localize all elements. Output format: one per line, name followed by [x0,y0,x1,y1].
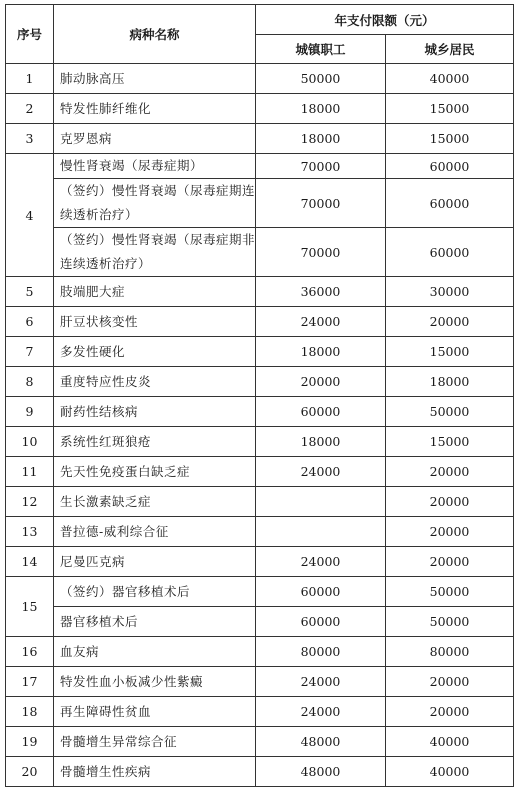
cell-seq: 6 [6,307,54,337]
cell-urban-workers: 50000 [256,64,386,94]
cell-seq: 9 [6,397,54,427]
cell-seq: 4 [6,154,54,277]
cell-rural-residents: 15000 [386,94,514,124]
cell-urban-workers [256,487,386,517]
cell-seq: 12 [6,487,54,517]
cell-rural-residents: 15000 [386,337,514,367]
cell-urban-workers: 60000 [256,577,386,607]
cell-rural-residents: 40000 [386,64,514,94]
cell-seq: 2 [6,94,54,124]
table-row [6,637,514,667]
cell-disease-name: 尼曼匹克病 [54,547,256,577]
cell-seq: 19 [6,727,54,757]
table-row [6,179,514,228]
cell-seq: 3 [6,124,54,154]
cell-disease-name: 特发性血小板减少性紫癜 [54,667,256,697]
cell-rural-residents: 15000 [386,427,514,457]
cell-rural-residents: 60000 [386,179,514,228]
cell-disease-name: 肺动脉高压 [54,64,256,94]
cell-seq: 13 [6,517,54,547]
col-header-rural-residents: 城乡居民 [386,35,514,64]
cell-disease-name: （签约）器官移植术后 [54,577,256,607]
table-row [6,757,514,787]
cell-rural-residents: 50000 [386,577,514,607]
cell-urban-workers: 70000 [256,228,386,277]
table-row [6,154,514,179]
table-row [6,517,514,547]
cell-seq: 14 [6,547,54,577]
cell-disease-name: 骨髓增生性疾病 [54,757,256,787]
cell-rural-residents: 40000 [386,727,514,757]
cell-urban-workers: 24000 [256,547,386,577]
cell-disease-name: 系统性红斑狼疮 [54,427,256,457]
cell-disease-name: 克罗恩病 [54,124,256,154]
cell-seq: 16 [6,637,54,667]
cell-urban-workers: 70000 [256,154,386,179]
cell-seq: 15 [6,577,54,637]
cell-urban-workers: 18000 [256,94,386,124]
cell-seq: 5 [6,277,54,307]
cell-seq: 20 [6,757,54,787]
cell-rural-residents: 60000 [386,154,514,179]
cell-urban-workers: 70000 [256,179,386,228]
col-header-disease: 病种名称 [54,5,256,64]
cell-seq: 18 [6,697,54,727]
cell-rural-residents: 20000 [386,457,514,487]
cell-disease-name: （签约）慢性肾衰竭（尿毒症期非连续透析治疗） [54,228,256,277]
cell-urban-workers: 18000 [256,124,386,154]
table-row [6,727,514,757]
cell-rural-residents: 20000 [386,487,514,517]
cell-disease-name: 生长激素缺乏症 [54,487,256,517]
cell-disease-name: 多发性硬化 [54,337,256,367]
cell-rural-residents: 18000 [386,367,514,397]
table-row [6,607,514,637]
cell-disease-name: 器官移植术后 [54,607,256,637]
col-header-seq: 序号 [6,5,54,64]
payment-limit-table [5,4,514,787]
cell-urban-workers: 60000 [256,607,386,637]
table-row [6,367,514,397]
table-row [6,577,514,607]
cell-urban-workers: 24000 [256,667,386,697]
table-row [6,397,514,427]
cell-rural-residents: 20000 [386,517,514,547]
cell-rural-residents: 20000 [386,547,514,577]
cell-disease-name: 肢端肥大症 [54,277,256,307]
table-row [6,457,514,487]
cell-rural-residents: 20000 [386,307,514,337]
cell-seq: 17 [6,667,54,697]
cell-urban-workers: 18000 [256,337,386,367]
cell-urban-workers: 48000 [256,757,386,787]
cell-urban-workers: 24000 [256,457,386,487]
cell-disease-name: 骨髓增生异常综合征 [54,727,256,757]
cell-disease-name: 耐药性结核病 [54,397,256,427]
cell-rural-residents: 20000 [386,667,514,697]
table-row [6,124,514,154]
cell-disease-name: 慢性肾衰竭（尿毒症期） [54,154,256,179]
table-row [6,697,514,727]
cell-rural-residents: 80000 [386,637,514,667]
table-row [6,487,514,517]
cell-disease-name: 再生障碍性贫血 [54,697,256,727]
cell-urban-workers: 24000 [256,307,386,337]
table-row [6,228,514,277]
cell-urban-workers [256,517,386,547]
cell-urban-workers: 48000 [256,727,386,757]
table-row [6,307,514,337]
cell-disease-name: 肝豆状核变性 [54,307,256,337]
cell-urban-workers: 24000 [256,697,386,727]
table-body [6,64,514,787]
cell-seq: 10 [6,427,54,457]
header-row-1 [6,5,514,35]
cell-disease-name: 重度特应性皮炎 [54,367,256,397]
table-row [6,337,514,367]
col-header-urban-workers: 城镇职工 [256,35,386,64]
cell-urban-workers: 18000 [256,427,386,457]
table-row [6,94,514,124]
cell-urban-workers: 20000 [256,367,386,397]
cell-rural-residents: 15000 [386,124,514,154]
cell-rural-residents: 50000 [386,607,514,637]
cell-disease-name: （签约）慢性肾衰竭（尿毒症期连续透析治疗） [54,179,256,228]
cell-seq: 1 [6,64,54,94]
cell-urban-workers: 60000 [256,397,386,427]
cell-urban-workers: 80000 [256,637,386,667]
table-row [6,277,514,307]
table-row [6,547,514,577]
cell-seq: 11 [6,457,54,487]
table-row [6,64,514,94]
cell-disease-name: 特发性肺纤维化 [54,94,256,124]
col-header-limit: 年支付限额（元） [256,5,514,35]
cell-seq: 8 [6,367,54,397]
cell-disease-name: 血友病 [54,637,256,667]
cell-seq: 7 [6,337,54,367]
table-row [6,427,514,457]
cell-rural-residents: 60000 [386,228,514,277]
cell-rural-residents: 30000 [386,277,514,307]
cell-rural-residents: 50000 [386,397,514,427]
table-row [6,667,514,697]
cell-urban-workers: 36000 [256,277,386,307]
cell-rural-residents: 20000 [386,697,514,727]
cell-rural-residents: 40000 [386,757,514,787]
cell-disease-name: 先天性免疫蛋白缺乏症 [54,457,256,487]
cell-disease-name: 普拉德-威利综合征 [54,517,256,547]
